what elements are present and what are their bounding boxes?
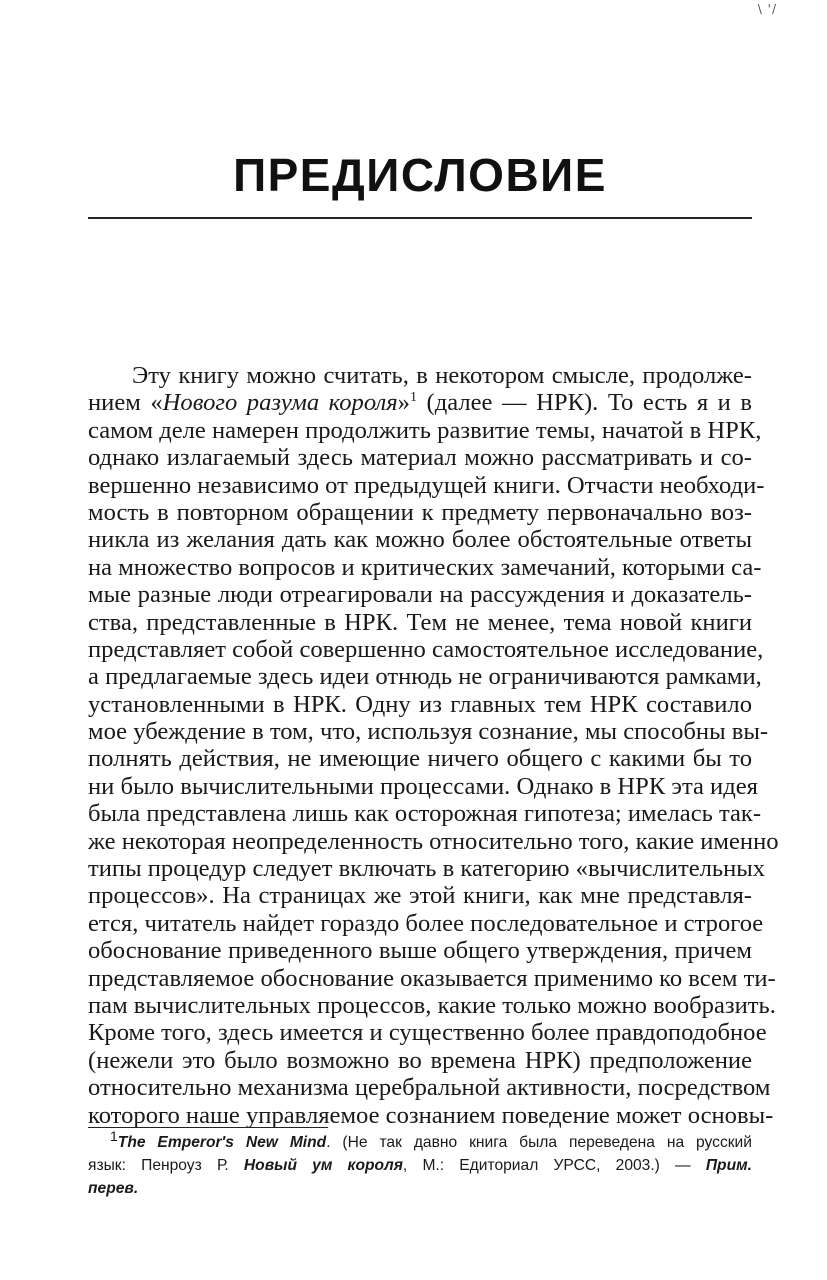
footnote — [88, 1127, 752, 1200]
footnote-marker: 1 — [110, 1127, 118, 1144]
footnote-rule — [88, 1127, 328, 1128]
text-line: относительно механизма церебральной активности, посредством — [88, 1074, 771, 1102]
text-line: была представлена лишь как осторожная гипотеза; имелась так- — [88, 800, 762, 828]
text-line: представляемое обоснование оказывается применимо ко всем ти- — [88, 964, 776, 992]
footnote-line — [88, 1154, 752, 1177]
text-line: ни было вычислительными процессами. Однако в НРК эта идея — [88, 772, 758, 800]
text-line: самом деле намерен продолжить развитие темы, начатой в НРК, — [88, 416, 762, 444]
text-line: Эту книгу можно считать, в некотором смысле, продолже- — [132, 362, 752, 389]
book-title-italic: Нового разума короля — [162, 389, 398, 417]
text-line: же некоторая неопределенность относительно того, какие именно — [88, 827, 779, 855]
text-line: представляет собой совершенно самостоятельное исследование, — [88, 635, 764, 663]
text-line: мость в повторном обращении к предмету первоначально воз- — [88, 498, 752, 526]
text-line: на множество вопросов и критических замечаний, которыми са- — [88, 553, 762, 581]
text-line: обоснование приведенного выше общего утверждения, причем — [88, 937, 752, 965]
text-line: а предлагаемые здесь идеи отнюдь не ограничиваются рамками, — [88, 663, 762, 691]
text-span: . (Не так давно книга была переведена на русский — [326, 1134, 752, 1151]
text-line: полнять действия, не имеющие ничего общего с какими бы то — [88, 745, 752, 773]
page-title: ПРЕДИСЛОВИЕ — [233, 149, 607, 201]
translator-note: Прим. — [705, 1157, 752, 1174]
footnote-source-title: The Emperor's New Mind — [117, 1134, 327, 1151]
text-line: которого наше управляемое сознанием поведение может основы- — [88, 1101, 774, 1129]
text-line: процессов». На страницах же этой книги, как мне представля- — [88, 882, 752, 910]
text-line: пам вычислительных процессов, какие только можно вообразить. — [88, 991, 776, 1019]
text-line: установленными в НРК. Одну из главных тем НРК составило — [88, 690, 752, 718]
text-span: нием « — [88, 389, 163, 417]
text-line: никла из желания дать как можно более обстоятельные ответы — [88, 526, 752, 554]
text-line: (нежели это было возможно во времена НРК) предположение — [88, 1046, 752, 1074]
footnote-book-title: Новый ум короля — [243, 1157, 403, 1174]
text-span: » — [397, 389, 410, 417]
text-line: мые разные люди отреагировали на рассуждения и доказатель- — [88, 581, 752, 609]
text-line: Кроме того, здесь имеется и существенно более правдоподобное — [88, 1019, 767, 1047]
footnote-line: перев. — [88, 1180, 139, 1197]
footnote-reference[interactable]: 1 — [409, 390, 417, 406]
text-line: ется, читатель найдет гораздо более последовательное и строгое — [88, 909, 764, 937]
text-line: однако излагаемый здесь материал можно рассматривать и со- — [88, 444, 752, 472]
text-line: ства, представленные в НРК. Тем не менее, тема новой книги — [88, 608, 752, 636]
text-line: вершенно независимо от предыдущей книги. Отчасти необходи- — [88, 471, 765, 499]
text-span: язык: Пенроуз Р. — [88, 1157, 244, 1174]
text-span: (далее — НРК). То есть я и в — [416, 389, 753, 417]
body-paragraph — [88, 362, 779, 1129]
footnote-line — [88, 1127, 752, 1154]
text-line: мое убеждение в том, что, используя сознание, мы способны вы- — [88, 718, 769, 746]
text-span: , М.: Едиториал УРСС, 2003.) — — [402, 1157, 706, 1174]
title-rule — [88, 217, 752, 219]
text-line — [88, 389, 752, 416]
text-line: типы процедур следует включать в категорию «вычислительных — [88, 855, 766, 883]
scan-corner-mark: \ '/ — [757, 2, 777, 16]
